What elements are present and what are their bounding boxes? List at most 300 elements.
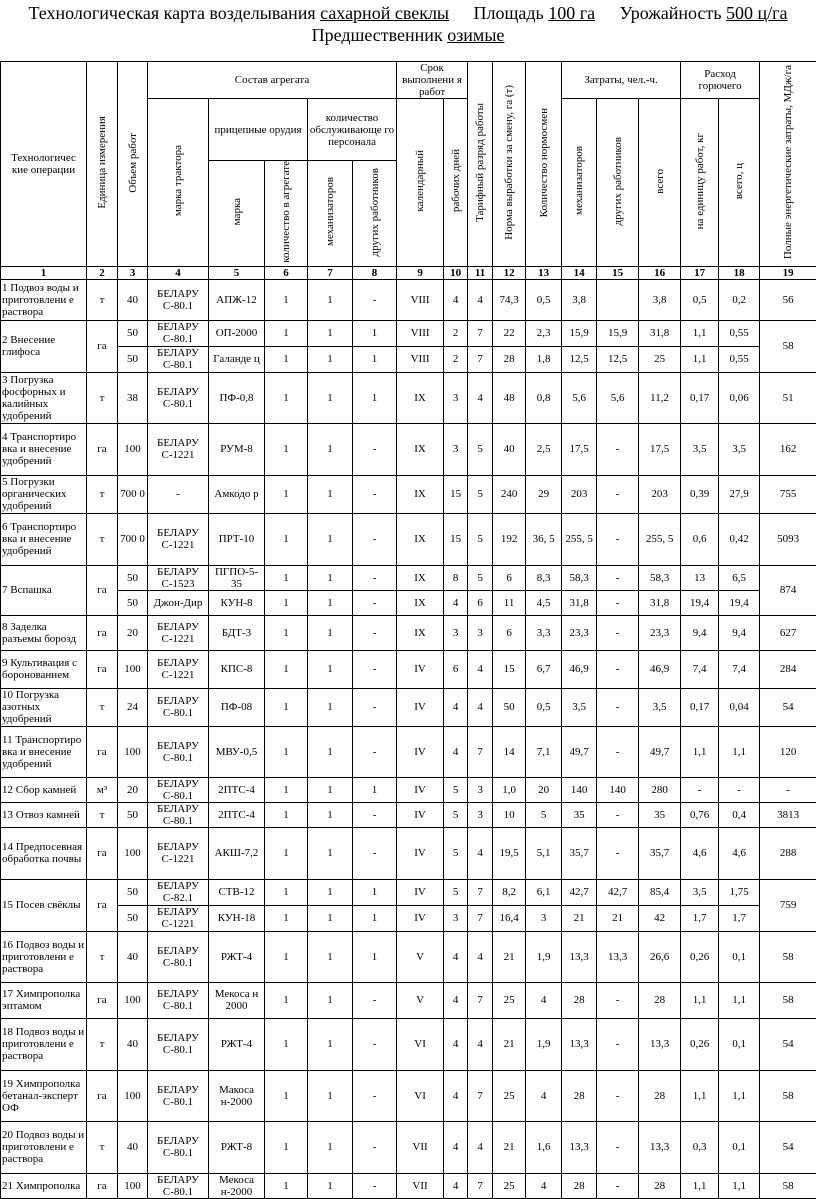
table-row — [1, 565, 816, 590]
table-row — [1, 982, 816, 1018]
cell-imp: КПС-8 — [209, 650, 265, 688]
cell-cal: IX — [397, 475, 444, 513]
cell-oth: - — [353, 650, 397, 688]
cell-ns: 5,1 — [526, 827, 562, 879]
cell-oth: - — [353, 802, 397, 827]
cell-ns: 0,5 — [526, 688, 562, 726]
cell-oth: - — [353, 423, 397, 475]
cell-lo: - — [597, 1121, 639, 1173]
cell-lm: 255, 5 — [562, 513, 597, 565]
cell-grade: 4 — [468, 1121, 493, 1173]
table-row — [1, 279, 816, 320]
cell-cal: V — [397, 982, 444, 1018]
cell-imp: РУМ-8 — [209, 423, 265, 475]
cell-ns: 36, 5 — [526, 513, 562, 565]
title-area-label: Площадь — [474, 3, 544, 23]
cell-imp: РЖТ-8 — [209, 1121, 265, 1173]
cell-lm: 49,7 — [562, 726, 597, 777]
cell-op: 8 Заделка разъемы борозд — [1, 615, 87, 650]
cell-en: 51 — [760, 372, 816, 423]
cell-ft: 1,1 — [719, 1173, 760, 1198]
cell-cnt: 1 — [265, 372, 308, 423]
cell-cnt: 1 — [265, 688, 308, 726]
document-title — [0, 2, 816, 24]
header-trailed-count: количество в агрегате — [265, 161, 308, 267]
cell-tr: БЕЛАРУ С-80.1 — [148, 777, 209, 802]
cell-lm: 140 — [562, 777, 597, 802]
cell-imp: 2ПТС-4 — [209, 802, 265, 827]
cell-unit: т — [87, 513, 118, 565]
header-norm: Норма выработки за смену, га (т) — [493, 62, 526, 267]
cell-norm: 48 — [493, 372, 526, 423]
cell-fu: 9,4 — [681, 615, 719, 650]
cell-days: 8 — [444, 565, 468, 590]
cell-norm: 10 — [493, 802, 526, 827]
cell-en: 58 — [760, 982, 816, 1018]
cell-cal: VI — [397, 1018, 444, 1070]
cell-grade: 5 — [468, 513, 493, 565]
cell-vol: 100 — [118, 1070, 148, 1121]
cell-mech: 1 — [308, 423, 353, 475]
cell-fu: 0,26 — [681, 931, 719, 982]
cell-norm: 50 — [493, 688, 526, 726]
cell-ns: 4,5 — [526, 590, 562, 615]
cell-mech: 1 — [308, 777, 353, 802]
cell-lo: - — [597, 590, 639, 615]
cell-ft: 0,1 — [719, 931, 760, 982]
cell-lm: 28 — [562, 982, 597, 1018]
cell-oth: - — [353, 1070, 397, 1121]
cell-cal: VII — [397, 1121, 444, 1173]
cell-vol: 24 — [118, 688, 148, 726]
cell-cnt: 1 — [265, 931, 308, 982]
cell-lt: 31,8 — [639, 590, 681, 615]
cell-cal: IV — [397, 827, 444, 879]
cell-ns: 0,8 — [526, 372, 562, 423]
cell-lo: - — [597, 475, 639, 513]
cell-lm: 12,5 — [562, 346, 597, 372]
cell-grade: 7 — [468, 346, 493, 372]
cell-norm: 6 — [493, 565, 526, 590]
cell-imp: Макоса н-2000 — [209, 1070, 265, 1121]
cell-imp: ПФ-08 — [209, 688, 265, 726]
cell-ft: 19,4 — [719, 590, 760, 615]
cell-ft: 3,5 — [719, 423, 760, 475]
column-number: 16 — [639, 266, 681, 279]
cell-days: 3 — [444, 905, 468, 931]
cell-lm: 58,3 — [562, 565, 597, 590]
cell-grade: 7 — [468, 905, 493, 931]
cell-cal: IV — [397, 879, 444, 905]
cell-grade: 3 — [468, 802, 493, 827]
cell-cnt: 1 — [265, 590, 308, 615]
cell-grade: 4 — [468, 931, 493, 982]
cell-cnt: 1 — [265, 726, 308, 777]
column-number: 7 — [308, 266, 353, 279]
cell-en: 5093 — [760, 513, 816, 565]
cell-fu: 1,1 — [681, 346, 719, 372]
cell-mech: 1 — [308, 1173, 353, 1198]
cell-op: 2 Внесение глифоса — [1, 320, 87, 372]
cell-lm: 21 — [562, 905, 597, 931]
cell-lt: 26,6 — [639, 931, 681, 982]
cell-norm: 14 — [493, 726, 526, 777]
cell-mech: 1 — [308, 346, 353, 372]
cell-tr: БЕЛАРУ С-80.1 — [148, 346, 209, 372]
cell-cal: IX — [397, 615, 444, 650]
cell-grade: 7 — [468, 320, 493, 346]
cell-oth: - — [353, 827, 397, 879]
header-trailed-brand: марка — [209, 161, 265, 267]
column-number: 1 — [1, 266, 87, 279]
cell-cal: V — [397, 931, 444, 982]
table-row — [1, 726, 816, 777]
cell-op: 14 Предпосевная обработка почвы — [1, 827, 87, 879]
cell-tr: БЕЛАРУ С-82.1 — [148, 879, 209, 905]
cell-lm: 13,3 — [562, 1121, 597, 1173]
cell-tr: - — [148, 475, 209, 513]
cell-cnt: 1 — [265, 615, 308, 650]
cell-mech: 1 — [308, 726, 353, 777]
cell-fu: 1,1 — [681, 320, 719, 346]
cell-mech: 1 — [308, 1070, 353, 1121]
cell-days: 2 — [444, 346, 468, 372]
cell-grade: 4 — [468, 650, 493, 688]
cell-tr: БЕЛАРУ С-80.1 — [148, 802, 209, 827]
cell-norm: 25 — [493, 1173, 526, 1198]
cell-oth: - — [353, 688, 397, 726]
cell-vol: 100 — [118, 1173, 148, 1198]
cell-lo: - — [597, 650, 639, 688]
cell-oth: 1 — [353, 346, 397, 372]
column-number: 18 — [719, 266, 760, 279]
cell-ns: 6,1 — [526, 879, 562, 905]
cell-unit: га — [87, 879, 118, 931]
cell-vol: 100 — [118, 827, 148, 879]
cell-lt: 3,8 — [639, 279, 681, 320]
cell-lt: 11,2 — [639, 372, 681, 423]
cell-vol: 50 — [118, 590, 148, 615]
cell-cnt: 1 — [265, 320, 308, 346]
cell-cal: IX — [397, 565, 444, 590]
header-labor-mech: механизаторов — [562, 99, 597, 267]
cell-grade: 7 — [468, 726, 493, 777]
cell-vol: 100 — [118, 650, 148, 688]
column-number: 17 — [681, 266, 719, 279]
cell-ns: 2,3 — [526, 320, 562, 346]
cell-en: 627 — [760, 615, 816, 650]
table-row — [1, 827, 816, 879]
header-period: Срок выполнени я работ — [397, 62, 468, 99]
cell-ft: 0,04 — [719, 688, 760, 726]
table-row — [1, 372, 816, 423]
cell-oth: - — [353, 982, 397, 1018]
header-labor: Затраты, чел.-ч. — [562, 62, 681, 99]
cell-lt: 28 — [639, 982, 681, 1018]
cell-cnt: 1 — [265, 1173, 308, 1198]
cell-vol: 40 — [118, 931, 148, 982]
cell-ns: 3 — [526, 905, 562, 931]
cell-days: 4 — [444, 1070, 468, 1121]
cell-en: 162 — [760, 423, 816, 475]
cell-op: 10 Погрузка азотных удобрений — [1, 688, 87, 726]
column-number: 11 — [468, 266, 493, 279]
cell-op: 19 Химпрополка бетанал-эксперт ОФ — [1, 1070, 87, 1121]
cell-fu: 1,1 — [681, 1173, 719, 1198]
cell-ft: 27,9 — [719, 475, 760, 513]
cell-lm: 17,5 — [562, 423, 597, 475]
cell-vol: 40 — [118, 279, 148, 320]
cell-op: 17 Химпрополка эптамом — [1, 982, 87, 1018]
cell-cnt: 1 — [265, 905, 308, 931]
cell-en: 54 — [760, 1018, 816, 1070]
cell-cal: VII — [397, 1173, 444, 1198]
cell-fu: 1,1 — [681, 1070, 719, 1121]
cell-lt: 13,3 — [639, 1018, 681, 1070]
cell-grade: 7 — [468, 1173, 493, 1198]
cell-unit: га — [87, 1070, 118, 1121]
cell-cal: IV — [397, 726, 444, 777]
cell-grade: 4 — [468, 1018, 493, 1070]
cell-imp: АКШ-7,2 — [209, 827, 265, 879]
cell-op: 20 Подвоз воды и приготовлени е раствора — [1, 1121, 87, 1173]
cell-imp: ПРТ-10 — [209, 513, 265, 565]
cell-op: 13 Отвоз камней — [1, 802, 87, 827]
cell-mech: 1 — [308, 802, 353, 827]
cell-op: 16 Подвоз воды и приготовлени е раствора — [1, 931, 87, 982]
cell-tr: БЕЛАРУ С-80.1 — [148, 320, 209, 346]
column-number: 3 — [118, 266, 148, 279]
cell-unit: га — [87, 982, 118, 1018]
cell-norm: 21 — [493, 931, 526, 982]
cell-cal: IV — [397, 688, 444, 726]
table-row — [1, 802, 816, 827]
cell-imp: 2ПТС-4 — [209, 777, 265, 802]
cell-lt: 42 — [639, 905, 681, 931]
cell-tr: БЕЛАРУ С-1221 — [148, 423, 209, 475]
cell-fu: 0,5 — [681, 279, 719, 320]
cell-mech: 1 — [308, 688, 353, 726]
cell-unit: т — [87, 372, 118, 423]
cell-mech: 1 — [308, 565, 353, 590]
table-row — [1, 590, 816, 615]
cell-oth: - — [353, 1018, 397, 1070]
cell-tr: БЕЛАРУ С-1221 — [148, 827, 209, 879]
cell-ns: 0,5 — [526, 279, 562, 320]
cell-oth: 1 — [353, 320, 397, 346]
cell-ft: 7,4 — [719, 650, 760, 688]
cell-unit: га — [87, 615, 118, 650]
table-row — [1, 931, 816, 982]
cell-op: 21 Химпрополка — [1, 1173, 87, 1198]
cell-vol: 50 — [118, 879, 148, 905]
cell-norm: 19,5 — [493, 827, 526, 879]
header-unit: Единица измерения — [87, 62, 118, 267]
cell-lo — [597, 279, 639, 320]
cell-tr: БЕЛАРУ С-80.1 — [148, 279, 209, 320]
title-crop: сахарной свеклы — [320, 3, 449, 23]
cell-lo: 15,9 — [597, 320, 639, 346]
cell-fu: - — [681, 777, 719, 802]
cell-oth: - — [353, 590, 397, 615]
cell-days: 4 — [444, 726, 468, 777]
cell-lt: 280 — [639, 777, 681, 802]
cell-norm: 240 — [493, 475, 526, 513]
header-energy: Полные энергетические затраты, МДж/га — [760, 62, 816, 267]
cell-unit: т — [87, 931, 118, 982]
cell-cnt: 1 — [265, 565, 308, 590]
cell-fu: 0,26 — [681, 1018, 719, 1070]
cell-vol: 50 — [118, 565, 148, 590]
cell-oth: - — [353, 475, 397, 513]
table-row — [1, 650, 816, 688]
cell-ft: 6,5 — [719, 565, 760, 590]
cell-op: 3 Погрузка фосфорных и калийных удобрений — [1, 372, 87, 423]
cell-norm: 15 — [493, 650, 526, 688]
cell-tr: БЕЛАРУ С-80.1 — [148, 1121, 209, 1173]
cell-days: 15 — [444, 475, 468, 513]
cell-oth: - — [353, 565, 397, 590]
cell-grade: 5 — [468, 565, 493, 590]
cell-fu: 3,5 — [681, 879, 719, 905]
cell-lt: 49,7 — [639, 726, 681, 777]
table-row — [1, 513, 816, 565]
cell-lm: 15,9 — [562, 320, 597, 346]
table-row — [1, 688, 816, 726]
cell-lt: 255, 5 — [639, 513, 681, 565]
cell-norm: 25 — [493, 1070, 526, 1121]
cell-lo: 140 — [597, 777, 639, 802]
cell-norm: 22 — [493, 320, 526, 346]
cell-tr: БЕЛАРУ С-80.1 — [148, 688, 209, 726]
cell-lo: 5,6 — [597, 372, 639, 423]
cell-cnt: 1 — [265, 650, 308, 688]
cell-fu: 0,39 — [681, 475, 719, 513]
column-number: 5 — [209, 266, 265, 279]
cell-cal: VIII — [397, 279, 444, 320]
cell-tr: Джон-Дир — [148, 590, 209, 615]
cell-fu: 4,6 — [681, 827, 719, 879]
cell-mech: 1 — [308, 982, 353, 1018]
cell-lt: 85,4 — [639, 879, 681, 905]
cell-lo: - — [597, 513, 639, 565]
cell-ft: 1,75 — [719, 879, 760, 905]
cell-grade: 3 — [468, 615, 493, 650]
cell-ft: 9,4 — [719, 615, 760, 650]
cell-fu: 19,4 — [681, 590, 719, 615]
cell-norm: 1,0 — [493, 777, 526, 802]
cell-grade: 4 — [468, 279, 493, 320]
table-row — [1, 475, 816, 513]
header-fuel-per-unit: на единицу работ, кг — [681, 99, 719, 267]
cell-op: 18 Подвоз воды и приготовлени е раствора — [1, 1018, 87, 1070]
column-number: 14 — [562, 266, 597, 279]
cell-imp: Амкодо р — [209, 475, 265, 513]
cell-lm: 13,3 — [562, 931, 597, 982]
cell-fu: 1,1 — [681, 726, 719, 777]
cell-oth: - — [353, 615, 397, 650]
cell-lm: 46,9 — [562, 650, 597, 688]
table-row — [1, 320, 816, 346]
column-number: 8 — [353, 266, 397, 279]
cell-days: 4 — [444, 931, 468, 982]
cell-lm: 3,8 — [562, 279, 597, 320]
cell-days: 5 — [444, 879, 468, 905]
cell-imp: МВУ-0,5 — [209, 726, 265, 777]
cell-op: 5 Погрузки органических удобрений — [1, 475, 87, 513]
cell-oth: - — [353, 279, 397, 320]
header-labor-others: других работников — [597, 99, 639, 267]
cell-imp: РЖТ-4 — [209, 931, 265, 982]
cell-mech: 1 — [308, 475, 353, 513]
cell-grade: 6 — [468, 590, 493, 615]
cell-ns: 4 — [526, 1173, 562, 1198]
cell-lt: 28 — [639, 1070, 681, 1121]
header-tractor-brand: марка трактора — [148, 99, 209, 267]
cell-lt: 203 — [639, 475, 681, 513]
cell-unit: т — [87, 279, 118, 320]
cell-imp: Галанде ц — [209, 346, 265, 372]
header-fuel-total: всего, ц — [719, 99, 760, 267]
cell-ns: 5 — [526, 802, 562, 827]
cell-unit: т — [87, 1121, 118, 1173]
cell-days: 5 — [444, 777, 468, 802]
cell-en: 874 — [760, 565, 816, 615]
cell-cal: IX — [397, 513, 444, 565]
cell-cnt: 1 — [265, 777, 308, 802]
cell-lo: - — [597, 423, 639, 475]
cell-cal: IV — [397, 802, 444, 827]
cell-lm: 42,7 — [562, 879, 597, 905]
cell-cnt: 1 — [265, 879, 308, 905]
cell-mech: 1 — [308, 320, 353, 346]
cell-lm: 13,3 — [562, 1018, 597, 1070]
header-trailed: прицепные орудия — [209, 99, 308, 161]
cell-tr: БЕЛАРУ С-80.1 — [148, 1070, 209, 1121]
cell-days: 4 — [444, 1173, 468, 1198]
cell-ft: 1,1 — [719, 1070, 760, 1121]
cell-fu: 0,76 — [681, 802, 719, 827]
cell-op: 15 Посев свёклы — [1, 879, 87, 931]
cell-oth: 1 — [353, 879, 397, 905]
cell-lt: 23,3 — [639, 615, 681, 650]
cell-mech: 1 — [308, 590, 353, 615]
cell-unit: га — [87, 650, 118, 688]
cell-imp: ОП-2000 — [209, 320, 265, 346]
cell-lt: 31,8 — [639, 320, 681, 346]
cell-oth: - — [353, 1121, 397, 1173]
cell-cnt: 1 — [265, 346, 308, 372]
cell-tr: БЕЛАРУ С-80.1 — [148, 372, 209, 423]
cell-tr: БЕЛАРУ С-80.1 — [148, 982, 209, 1018]
cell-days: 4 — [444, 688, 468, 726]
column-number: 15 — [597, 266, 639, 279]
cell-ft: 0,1 — [719, 1018, 760, 1070]
cell-norm: 6 — [493, 615, 526, 650]
cell-tr: БЕЛАРУ С-80.1 — [148, 1018, 209, 1070]
cell-grade: 5 — [468, 475, 493, 513]
cell-lo: - — [597, 1018, 639, 1070]
cell-cnt: 1 — [265, 982, 308, 1018]
cell-lo: - — [597, 726, 639, 777]
cell-en: 54 — [760, 688, 816, 726]
cell-ft: 1,1 — [719, 726, 760, 777]
cell-vol: 50 — [118, 320, 148, 346]
cell-lo: - — [597, 688, 639, 726]
cell-grade: 3 — [468, 777, 493, 802]
header-others: других работников — [353, 161, 397, 267]
cell-mech: 1 — [308, 513, 353, 565]
